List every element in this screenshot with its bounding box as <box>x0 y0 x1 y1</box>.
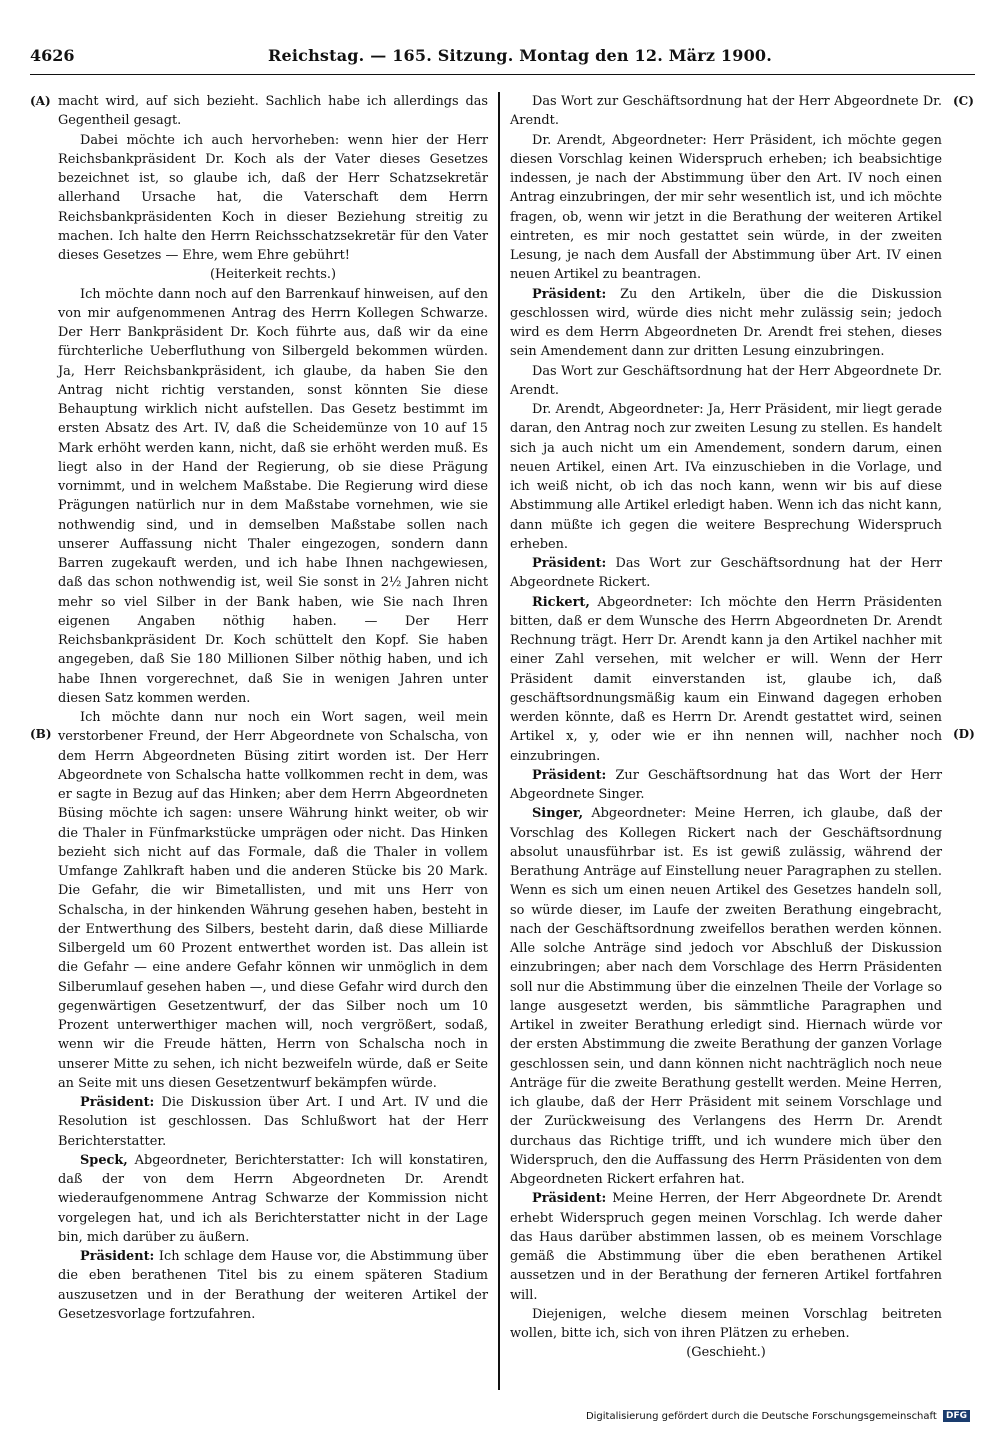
paragraph <box>58 1093 488 1151</box>
interjection: (Geschieht.) <box>686 1345 766 1361</box>
speaker-name: Dr. Arendt, <box>532 402 605 417</box>
paragraph <box>510 131 942 285</box>
page-header <box>30 46 975 75</box>
digitization-credit <box>586 1410 970 1422</box>
speech-text: Ich schlage dem Hause vor, die Abstimmung über die eben berathenen Titel bis zu einem späteren Stadium auszusetzen und in der Berathung der weiteren Artikel der Gesetzesvorlage fortzufahren. <box>58 1249 488 1322</box>
speaker-name: Präsident: <box>532 556 607 571</box>
paragraph: Dabei möchte ich auch hervorheben: wenn hier der Herr Reichsbankpräsident Dr. Koch als der Vater dieses Gesetzes bezeichnet ist, so glaube ich, daß der Herr Schatzsekretär allerhand Ursache hat, die Vaterschaft dem Herrn Reichsbankpräsidenten Koch in dieser Beziehung streitig zu machen. Ich halte den Herrn Reichsschatzsekretär für den Vater dieses Gesetzes — Ehre, wem Ehre gebührt! <box>58 132 488 263</box>
speech-text: Abgeordneter: Herr Präsident, ich möchte gegen diesen Vorschlag keinen Widerspruch erheben; ich beabsichtige indessen, je nach der Abstimmung über den Art. IV noch einen Antrag einzubringen, der mir sehr wesentlich ist, und ich möchte fragen, ob, wenn wir jetzt in die Berathung der weiteren Artikel eintreten, es mir noch gestattet sein würde, in der zweiten Lesung, je nach dem Ausfall der Abstimmung über Art. IV einen neuen Artikel zu beantragen. <box>510 132 942 283</box>
speech-text: Abgeordneter: Ja, Herr Präsident, mir liegt gerade daran, den Antrag noch zur zweiten Lesung zu stellen. Es handelt sich ja auch nicht um ein Amendement, sondern darum, einen neuen Artikel, einen Art. IVa einzuschieben in die Vorlage, und ich weiß nicht, ob ich das noch kann, wenn wir bis auf diese Abstimmung alle Artikel erledigt haben. Wenn ich das nicht kann, dann müßte ich gegen die weitere Besprechung Widerspruch erheben. <box>510 402 942 552</box>
speech-text: Abgeordneter, Berichterstatter: Ich will konstatiren, daß der von dem Herrn Abgeordneten Dr. Arendt wiederaufgenommene Antrag Schwarze der Kommission nicht vorgelegen hat, und ich als Berichterstatter nicht in der Lage bin, mich darüber zu äußern. <box>58 1152 488 1245</box>
margin-mark-c: (C) <box>953 94 974 108</box>
speech-text: Abgeordneter: Ich möchte den Herrn Präsidenten bitten, daß er dem Wunsche des Herrn Abgeordneten Dr. Arendt Rechnung trägt. Herr Dr. Arendt kann ja den Artikel nachher mit einer Zahl versehen, mit welcher er will. Wenn der Herr Präsident damit einverstanden ist, glaube ich, daß geschäftsordnungsmäßig kaum ein Einwand dagegen erhoben werden könnte, daß es Herrn Dr. Arendt gestattet wird, seinen Artikel x, y, oder wie er ihn nennen will, nachher noch einzubringen. <box>510 594 942 764</box>
interjection: (Heiterkeit rechts.) <box>209 267 337 283</box>
paragraph <box>510 285 942 362</box>
paragraph <box>510 554 942 593</box>
speaker-name: Speck, <box>80 1152 128 1168</box>
margin-mark-d: (D) <box>953 727 975 741</box>
page-number: 4626 <box>30 46 75 65</box>
paragraph <box>510 593 942 766</box>
paragraph <box>510 766 942 805</box>
column-divider <box>498 92 500 1390</box>
left-column <box>58 92 488 1324</box>
speaker-name: Dr. Arendt, <box>532 132 606 148</box>
speech-text: Die Diskussion über Art. I und Art. IV und die Resolution ist geschlossen. Das Schlußwort hat der Herr Berichterstatter. <box>58 1095 488 1149</box>
paragraph <box>58 1151 488 1247</box>
paragraph: Ich möchte dann noch auf den Barrenkauf hinweisen, auf den von mir aufgenommenen Antrag des Herrn Kollegen Schwarze. Der Herr Bankpräsident Dr. Koch führte aus, daß wir da eine fürchterliche Ueberfluthung von Silbergeld bekommen würden. Ja, Herr Reichsbankpräsident, ich glaube, da haben Sie den Antrag nicht richtig verstanden, sonst könnten Sie diese Behauptung wirklich nicht aufstellen. Das Gesetz bestimmt im ersten Absatz des Art. IV, daß die Scheidemünze von 10 auf 15 Mark erhöht werden kann, nicht, daß sie erhöht werden muß. Es liegt also in der Hand der Regierung, ob sie diese Prägung vornimmt, und in welchem Maßstabe. Die Regierung wird diese Prägungen natürlich nur in dem Maßstabe vornehmen, wie sie nothwendig sind, und in demselben Maßstabe sollen nach unserer Auffassung nicht Thaler eingezogen, sondern dann Barren zugekauft werden, und ich habe Ihnen nachgewiesen, daß das schon nothwendig ist, weil Sie sonst in 2½ Jahren nicht mehr so viel Silber in der Bank haben, wie Sie nach Ihren eigenen Angaben nöthig haben. — Der Herr Reichsbankpräsident Dr. Koch schüttelt den Kopf. Sie haben angegeben, daß Sie 180 Millionen Silber nöthig haben, und ich habe Ihnen vorgerechnet, daß Sie in wenigen Jahren unter diesen Satz kommen werden. <box>58 286 488 706</box>
paragraph: Ich möchte dann nur noch ein Wort sagen, weil mein verstorbener Freund, der Herr Abgeordnete von Schalscha, von dem Herrn Abgeordneten Büsing zitirt worden ist. Der Herr Abgeordnete von Schalscha hatte vollkommen recht in dem, was er sagte in Bezug auf das Hinken; aber dem Herrn Abgeordneten Büsing möchte ich sagen: unsere Währung hinkt weiter, ob wir die Thaler in Fünfmarkstücke umprägen oder nicht. Das Hinken bezieht sich nicht auf das Formale, daß die Thaler in vollem Umfange Zahlkraft haben und die anderen Stücke bis 20 Mark. Die Gefahr, die wir Bimetallisten, und mit uns Herr von Schalscha, in der hinkenden Währung gesehen haben, besteht in der Entwerthung des Silbers, besteht darin, daß diese Milliarde Silbergeld um 60 Prozent entwerthet worden ist. Das allein ist die Gefahr — eine andere Gefahr können wir unmöglich in dem Silberumlauf gesehen haben —, und diese Gefahr wird durch den gegenwärtigen Gesetzentwurf, der das Silber noch um 10 Prozent unterwerthiger machen will, noch vergrößert, sodaß, wenn wir die Freude hätten, Herrn von Schalscha noch in unserer Mitte zu sehen, ich nicht bezweifeln würde, daß er Seite an Seite mit uns diesen Gesetzentwurf bekämpfen würde. <box>58 710 488 1091</box>
speaker-name: Präsident: <box>532 286 607 302</box>
credit-text: Digitalisierung gefördert durch die Deutsche Forschungsgemeinschaft <box>585 1411 937 1422</box>
speech-text: Meine Herren, der Herr Abgeordnete Dr. Arendt erhebt Widerspruch gegen meinen Vorschlag. Ich werde daher das Haus darüber abstimmen lassen, ob es meinem Vorschlage gemäß die Abstimmung über die eben berathenen Artikel aussetzen und in der Berathung der ferneren Artikel fortfahren will. <box>510 1191 942 1303</box>
speaker-name: Präsident: <box>80 1249 155 1264</box>
paragraph <box>510 804 942 1189</box>
margin-mark-b: (B) <box>30 727 52 741</box>
speaker-name: Singer, <box>532 806 584 822</box>
speech-text: Das Wort zur Geschäftsordnung hat der Herr Abgeordnete Rickert. <box>510 556 942 591</box>
paragraph: Das Wort zur Geschäftsordnung hat der Herr Abgeordnete Dr. Arendt. <box>510 94 942 129</box>
dfg-logo: DFG <box>943 1410 970 1422</box>
running-title: Reichstag. — 165. Sitzung. Montag den 12. März 1900. <box>268 46 773 65</box>
speech-text: Abgeordneter: Meine Herren, ich glaube, daß der Vorschlag des Kollegen Rickert nach der Geschäftsordnung absolut unausführbar ist. Es ist gewiß zulässig, während der Berathung Anträge auf Einstellung neuer Paragraphen zu stellen. Wenn es sich um einen neuen Artikel des Gesetzes handeln soll, so würde dieser, im Laufe der zweiten Berathung eingebracht, nach der Geschäftsordnung zweifellos berathen werden können. Alle solche Anträge sind jedoch vor Abschluß der Diskussion einzubringen; aber nach dem Vorschlage des Herrn Präsidenten soll nur die Abstimmung über die einzelnen Theile der Vorlage so lange ausgesetzt werden, bis sämmtliche Paragraphen und Artikel in zweiter Berathung erledigt sind. Hiernach würde vor der ersten Abstimmung die zweite Berathung der ganzen Vorlage geschlossen sein, und dann können nicht nachträglich noch neue Anträge für die zweite Berathung gestellt werden. Meine Herren, ich glaube, daß der Herr Präsident mit seinem Vorschlage und der Zurückweisung des Verlangens des Herrn Dr. Arendt durchaus das Richtige trifft, und ich wundere mich über den Widerspruch, den die Auffassung des Herrn Präsidenten von dem Abgeordneten Rickert erfahren hat. <box>510 806 942 1187</box>
paragraph: macht wird, auf sich bezieht. Sachlich habe ich allerdings das Gegentheil gesagt. <box>58 94 488 129</box>
speaker-name: Rickert, <box>532 594 590 610</box>
speaker-name: Präsident: <box>80 1095 155 1110</box>
margin-mark-a: (A) <box>30 94 51 108</box>
paragraph <box>510 400 942 554</box>
speaker-name: Präsident: <box>532 1191 607 1207</box>
paragraph: Das Wort zur Geschäftsordnung hat der Herr Abgeordnete Dr. Arendt. <box>510 363 942 398</box>
right-column <box>510 92 942 1363</box>
speaker-name: Präsident: <box>532 767 607 783</box>
paragraph <box>58 1247 488 1324</box>
speech-text: Zu den Artikeln, über die die Diskussion geschlossen wird, würde dies nicht mehr zulässig sein; jedoch wird es dem Herrn Abgeordneten Dr. Arendt frei stehen, dieses sein Amendement dann zur dritten Lesung einzubringen. <box>510 286 942 360</box>
paragraph <box>510 1189 942 1305</box>
speech-text: Zur Geschäftsordnung hat das Wort der Herr Abgeordnete Singer. <box>510 767 942 802</box>
paragraph: Diejenigen, welche diesem meinen Vorschlag beitreten wollen, bitte ich, sich von ihren Plätzen zu erheben. <box>510 1306 942 1341</box>
